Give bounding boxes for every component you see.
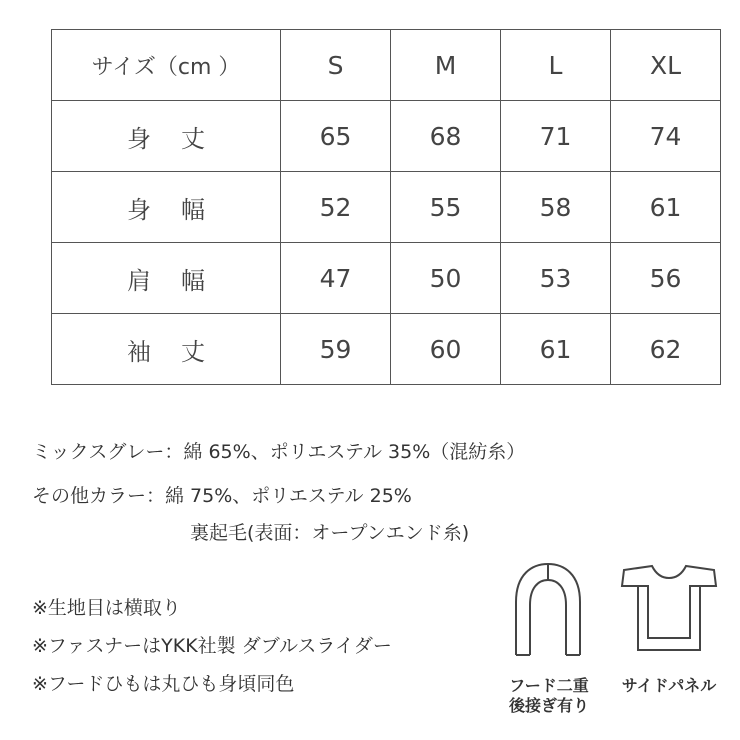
table-cell: 61 xyxy=(501,314,611,385)
table-header-cell: L xyxy=(501,30,611,101)
table-cell: 65 xyxy=(281,101,391,172)
table-row xyxy=(52,243,721,314)
table-cell: 62 xyxy=(611,314,721,385)
note-zipper: ※ファスナーはYKK社製 ダブルスライダー xyxy=(32,635,392,657)
table-cell: 59 xyxy=(281,314,391,385)
table-cell: 68 xyxy=(391,101,501,172)
table-header-cell: サイズ（cm ） xyxy=(52,30,281,101)
material-line-mix-grey: ミックスグレー：綿 65%、ポリエステル 35%（混紡糸） xyxy=(32,441,526,463)
table-cell: 74 xyxy=(611,101,721,172)
row-label: 身幅 xyxy=(52,172,281,243)
note-hood-string: ※フードひもは丸ひも身頃同色 xyxy=(32,673,295,695)
table-header-row xyxy=(52,30,721,101)
table-row xyxy=(52,172,721,243)
material-line-lining: 裏起毛(表面：オープンエンド糸) xyxy=(190,522,470,544)
row-label: 身丈 xyxy=(52,101,281,172)
hood-caption-line: フード二重 xyxy=(509,676,589,695)
table-cell: 60 xyxy=(391,314,501,385)
row-label: 袖丈 xyxy=(52,314,281,385)
side-panel-shirt-icon xyxy=(618,560,718,670)
table-cell: 55 xyxy=(391,172,501,243)
table-cell: 52 xyxy=(281,172,391,243)
table-row xyxy=(52,101,721,172)
table-header-cell: M xyxy=(391,30,501,101)
hood-shape-icon xyxy=(508,560,588,670)
table-cell: 56 xyxy=(611,243,721,314)
hood-caption xyxy=(490,676,608,716)
hood-caption-line: 後接ぎ有り xyxy=(508,696,589,715)
table-cell: 58 xyxy=(501,172,611,243)
note-fabric-grain: ※生地目は横取り xyxy=(32,597,181,619)
panel-caption: サイドパネル xyxy=(621,676,717,695)
table-cell: 71 xyxy=(501,101,611,172)
table-cell: 47 xyxy=(281,243,391,314)
row-label: 肩幅 xyxy=(52,243,281,314)
material-line-other-colors: その他カラー：綿 75%、ポリエステル 25% xyxy=(32,485,412,507)
size-table xyxy=(51,29,721,385)
table-cell: 53 xyxy=(501,243,611,314)
table-cell: 61 xyxy=(611,172,721,243)
table-header-cell: S xyxy=(281,30,391,101)
table-cell: 50 xyxy=(391,243,501,314)
table-row xyxy=(52,314,721,385)
table-header-cell: XL xyxy=(611,30,721,101)
